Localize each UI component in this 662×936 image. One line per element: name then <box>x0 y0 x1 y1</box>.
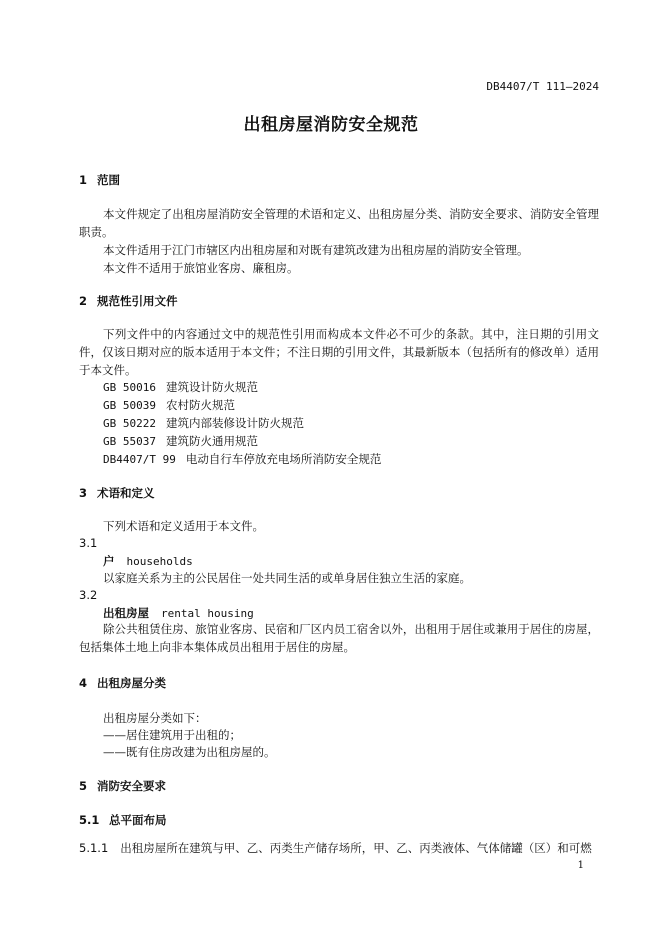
page-number: 1 <box>577 860 584 871</box>
section-1-paragraph-1: 本文件规定了出租房屋消防安全管理的术语和定义、出租房屋分类、消防安全要求、消防安全管理职责。 <box>79 207 599 239</box>
clause-number: 3.2 <box>79 588 98 602</box>
reference-code: GB 50016 <box>103 381 156 394</box>
term-entry <box>103 605 254 621</box>
reference-code: DB4407/T 99 <box>103 453 176 466</box>
subsection-title: 总平面布局 <box>109 813 167 827</box>
section-2-heading <box>79 293 178 309</box>
section-4-intro: 出租房屋分类如下： <box>103 711 207 725</box>
section-title: 消防安全要求 <box>97 779 166 793</box>
term-entry <box>103 553 193 569</box>
reference-code: GB 50039 <box>103 399 156 412</box>
term-english: households <box>126 555 193 568</box>
reference-name: 建筑防火通用规范 <box>165 434 258 448</box>
section-1-heading <box>79 172 120 188</box>
reference-item <box>103 451 381 467</box>
section-title: 术语和定义 <box>97 486 155 500</box>
section-number: 4 <box>79 676 88 690</box>
section-3-heading <box>79 485 155 501</box>
reference-name: 建筑设计防火规范 <box>165 380 258 394</box>
document-title: 出租房屋消防安全规范 <box>243 115 419 135</box>
clause-number: 3.1 <box>79 536 98 550</box>
subsection-number: 5.1 <box>79 813 100 827</box>
section-5-heading <box>79 778 166 794</box>
term-english: rental housing <box>161 607 254 620</box>
section-title: 规范性引用文件 <box>97 294 178 308</box>
clause-5-1-1 <box>79 840 592 856</box>
section-1-paragraph-2: 本文件适用于江门市辖区内出租房屋和对既有建筑改建为出租房屋的消防安全管理。 <box>103 243 529 257</box>
term-definition: 以家庭关系为主的公民居住一处共同生活的或单身居住独立生活的家庭。 <box>103 571 471 585</box>
section-number: 5 <box>79 779 88 793</box>
section-title: 范围 <box>97 173 120 187</box>
clause-text: 出租房屋所在建筑与甲、乙、丙类生产储存场所，甲、乙、丙类液体、气体储罐（区）和可燃 <box>120 841 592 855</box>
reference-item <box>103 379 258 395</box>
section-number: 2 <box>79 294 88 308</box>
reference-code: GB 50222 <box>103 417 156 430</box>
reference-name: 建筑内部装修设计防火规范 <box>165 416 304 430</box>
reference-name: 农村防火规范 <box>165 398 235 412</box>
term-chinese: 出租房屋 <box>103 606 149 620</box>
list-item: ——既有住房改建为出租房屋的。 <box>103 745 276 759</box>
list-item: ——居住建筑用于出租的； <box>103 728 241 742</box>
document-code: DB4407/T 111—2024 <box>486 80 599 93</box>
reference-item <box>103 433 258 449</box>
reference-item <box>103 397 235 413</box>
section-number: 1 <box>79 173 88 187</box>
term-definition: 除公共租赁住房、旅馆业客房、民宿和厂区内员工宿舍以外，出租用于居住或兼用于居住的房屋，包括集体土地上向非本集体成员出租用于居住的房屋。 <box>79 622 599 654</box>
term-chinese: 户 <box>103 554 115 568</box>
section-number: 3 <box>79 486 88 500</box>
section-title: 出租房屋分类 <box>97 676 166 690</box>
reference-item <box>103 415 304 431</box>
section-4-heading <box>79 675 166 691</box>
section-3-intro: 下列术语和定义适用于本文件。 <box>103 519 264 533</box>
clause-number: 5.1.1 <box>79 841 109 855</box>
section-1-paragraph-3: 本文件不适用于旅馆业客房、廉租房。 <box>103 261 299 275</box>
section-2-paragraph-1: 下列文件中的内容通过文中的规范性引用而构成本文件必不可少的条款。其中，注日期的引用文件，仅该日期对应的版本适用于本文件；不注日期的引用文件，其最新版本（包括所有的修改单）适用于本文件。 <box>79 327 599 377</box>
reference-code: GB 55037 <box>103 435 156 448</box>
subsection-5-1-heading <box>79 812 167 828</box>
reference-name: 电动自行车停放充电场所消防安全规范 <box>185 452 382 466</box>
